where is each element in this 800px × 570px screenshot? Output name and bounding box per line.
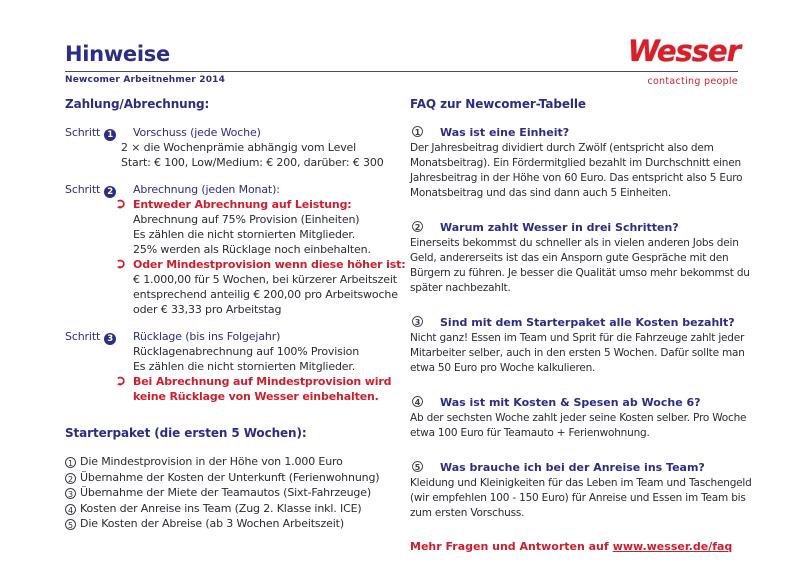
faq-item-4 <box>410 395 760 441</box>
step-2-label-text: Schritt <box>65 183 101 196</box>
step-1-number-icon: 1 <box>104 129 116 141</box>
step-1-label <box>65 125 116 141</box>
wesser-logo <box>628 34 740 68</box>
step-2-label <box>65 182 116 198</box>
step-3-title: Rücklage (bis ins Folgejahr) <box>133 330 281 343</box>
step-2-option-2 <box>133 257 406 272</box>
red-arrow-bullet-icon <box>115 199 126 214</box>
faq-footer-text: Mehr Fragen und Antworten auf <box>410 540 609 553</box>
right-column <box>410 97 760 553</box>
faq-answer: Kleidung und Kleinigkeiten für das Leben im Team und Taschengeld (wir empfehlen 100 - 150 Euro) für Anreise und Essen im Team bis zum ersten Vorschuss. <box>410 477 752 519</box>
faq-question-text: Was ist mit Kosten & Spesen ab Woche 6? <box>440 396 701 409</box>
payment-heading: Zahlung/Abrechnung: <box>65 97 210 111</box>
step-2-option-1 <box>133 197 402 212</box>
step-2-line: Abrechnung auf 75% Provision (Einheiten) <box>133 213 360 226</box>
step-3-number-icon: 3 <box>104 333 116 345</box>
red-arrow-bullet-icon <box>115 376 126 391</box>
left-column <box>65 97 406 532</box>
faq-number-icon: 1 <box>412 126 423 137</box>
step-1 <box>65 125 402 170</box>
step-2-line: Es zählen die nicht stornierten Mitglieder. <box>133 228 356 241</box>
step-2-number-icon: 2 <box>104 186 116 198</box>
faq-footer <box>410 540 760 553</box>
step-3-line: Rücklagenabrechnung auf 100% Provision <box>133 345 360 358</box>
step-2-option-2-head: Oder Mindestprovision wenn diese höher ist: <box>133 258 406 271</box>
faq-question-text: Warum zahlt Wesser in drei Schritten? <box>440 221 679 234</box>
faq-number-icon: 4 <box>412 396 423 407</box>
faq-question-text: Sind mit dem Starterpaket alle Kosten bezahlt? <box>440 316 735 329</box>
faq-number-icon: 2 <box>412 221 423 232</box>
step-1-title: Vorschuss (jede Woche) <box>133 126 261 139</box>
step-1-line: Start: € 100, Low/Medium: € 200, darüber: € 300 <box>121 156 384 169</box>
faq-link[interactable]: www.wesser.de/faq <box>612 540 733 553</box>
faq-answer: Nicht ganz! Essen im Team und Sprit für die Fahrzeuge zahlt jeder Mitarbeiter selber, auch in den ersten 5 Wochen. Dafür sollte man etwa 50 Euro pro Woche kalkulieren. <box>410 332 745 374</box>
starter-item-text: Die Mindestprovision in der Höhe von 1.000 Euro <box>80 455 343 468</box>
starter-item <box>65 454 402 470</box>
wesser-logo-text: Wesser <box>627 34 740 68</box>
faq-question <box>410 460 760 475</box>
faq-question <box>410 315 760 330</box>
faq-heading: FAQ zur Newcomer-Tabelle <box>410 97 586 111</box>
step-3-label-text: Schritt <box>65 330 101 343</box>
header-divider <box>65 71 738 72</box>
step-3 <box>65 329 402 404</box>
faq-item-3 <box>410 315 760 376</box>
step-2-option-1-head: Entweder Abrechnung auf Leistung: <box>133 198 352 211</box>
list-number-icon: 4 <box>65 504 76 515</box>
page-subtitle: Newcomer Arbeitnehmer 2014 <box>65 75 226 85</box>
faq-number-icon: 3 <box>412 316 423 327</box>
step-1-line: 2 × die Wochenprämie abhängig vom Level <box>121 141 357 154</box>
step-2-line: € 1.000,00 für 5 Wochen, bei kürzerer Arbeitszeit <box>133 273 397 286</box>
logo-tagline: contacting people <box>647 76 738 87</box>
faq-item-1 <box>410 125 760 201</box>
faq-question <box>410 395 760 410</box>
step-3-line: Es zählen die nicht stornierten Mitglieder. <box>133 360 356 373</box>
page-title: Hinweise <box>65 42 170 66</box>
starter-item <box>65 470 402 486</box>
faq-question <box>410 220 760 235</box>
step-2 <box>65 182 406 317</box>
starter-item-text: Übernahme der Miete der Teamautos (Sixt-Fahrzeuge) <box>80 486 372 499</box>
step-2-line: oder € 33,33 pro Arbeitstag <box>133 303 282 316</box>
faq-item-5 <box>410 460 760 521</box>
faq-question-text: Was brauche ich bei der Anreise ins Team? <box>440 461 705 474</box>
faq-question <box>410 125 760 140</box>
faq-number-icon: 5 <box>412 461 423 472</box>
starter-item-text: Die Kosten der Abreise (ab 3 Wochen Arbeitszeit) <box>80 517 344 530</box>
step-1-label-text: Schritt <box>65 126 101 139</box>
starter-item <box>65 485 402 501</box>
starter-heading: Starterpaket (die ersten 5 Wochen): <box>65 426 307 440</box>
step-2-line: entsprechend anteilig € 200,00 pro Arbeitswoche <box>133 288 398 301</box>
faq-answer: Der Jahresbeitrag dividiert durch Zwölf (entspricht also dem Monatsbeitrag). Ein Fördermitglied bezahlt im Durchschnitt einen Jahresbeitrag in der Höhe von 60 Euro. Das entspricht also 5 Euro Monatsbeitrag und das sind dann auch 5 Einheiten. <box>410 142 743 199</box>
list-number-icon: 3 <box>65 488 76 499</box>
starter-item-text: Übernahme der Kosten der Unterkunft (Ferienwohnung) <box>80 470 380 484</box>
step-2-line: 25% werden als Rücklage noch einbehalten. <box>133 243 371 256</box>
step-3-note <box>133 374 402 404</box>
faq-question-text: Was ist eine Einheit? <box>440 126 570 139</box>
faq-answer: Ab der sechsten Woche zahlt jeder seine Kosten selber. Pro Woche etwa 100 Euro für Teamauto + Ferienwohnung. <box>410 412 747 439</box>
starter-item <box>65 501 402 517</box>
step-3-note-text: Bei Abrechnung auf Mindestprovision wird keine Rücklage von Wesser einbehalten. <box>133 375 392 403</box>
starter-item-text: Kosten der Anreise ins Team (Zug 2. Klasse inkl. ICE) <box>80 501 362 515</box>
list-number-icon: 1 <box>65 457 76 468</box>
list-number-icon: 5 <box>65 519 76 530</box>
step-3-label <box>65 329 116 345</box>
faq-item-2 <box>410 220 760 296</box>
starter-item <box>65 516 402 532</box>
list-number-icon: 2 <box>65 473 76 484</box>
red-arrow-bullet-icon <box>115 259 126 274</box>
step-2-title: Abrechnung (jeden Monat): <box>133 183 280 196</box>
faq-answer: Einerseits bekommst du schneller als in vielen anderen Jobs dein Geld, andererseits ist das ein Ansporn gute Gespräche mit den Bürgern zu führen. Je besser die Qualität umso mehr bekommst du später nachbezahlt. <box>410 237 750 294</box>
